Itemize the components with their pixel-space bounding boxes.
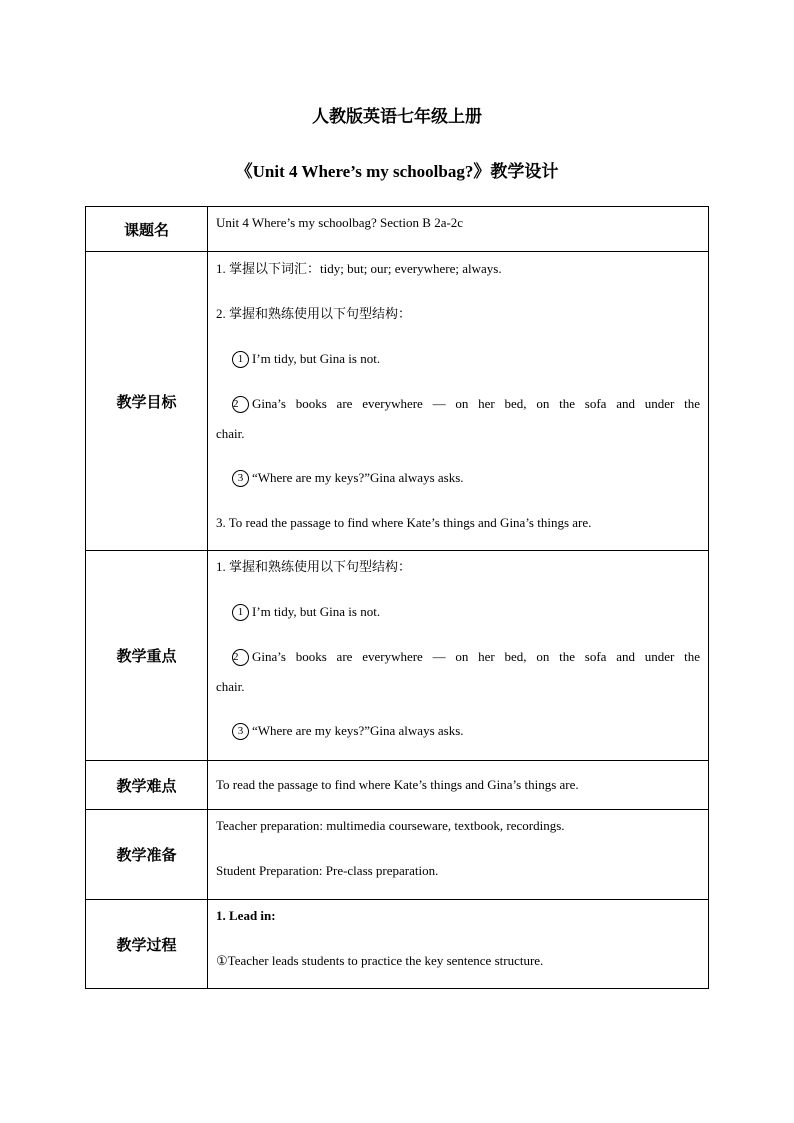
difficulties-label: 教学难点 [86,761,208,810]
circled-number: 3 [232,470,249,487]
key-point-item-1: 1. 掌握和熟练使用以下句型结构： [216,559,412,574]
topic-label: 课题名 [86,207,208,252]
difficulties-text: To read the passage to find where Kate’s things and Gina’s things are. [216,777,579,792]
process-content [208,900,709,989]
circled-number: 3 [232,723,249,740]
document-title: 人教版英语七年级上册 [312,107,482,126]
objective-sentence-3 [216,467,700,489]
objective-sentence-2 [216,393,700,415]
circled-number: 2 [232,396,249,413]
key-point-sentence-2 [216,646,700,668]
topic-content [208,207,709,252]
student-preparation: Student Preparation: Pre-class preparation. [216,863,439,878]
preparation-content [208,810,709,900]
objectives-label: 教学目标 [86,252,208,551]
key-point-sentence-3 [216,720,700,742]
key-point-sentence-1 [216,601,700,623]
row-difficulties [86,761,709,810]
objective-sentence-1 [216,348,700,370]
document-subtitle: 《Unit 4 Where’s my schoolbag?》教学设计 [235,162,559,181]
preparation-label: 教学准备 [86,810,208,900]
key-points-content [208,551,709,761]
row-preparation [86,810,709,900]
circled-number: 1 [232,351,249,368]
difficulties-content [208,761,709,810]
key-points-label: 教学重点 [86,551,208,761]
sentence-text: “Where are my keys?”Gina always asks. [252,723,464,738]
circled-number: 1 [232,604,249,621]
sentence-text: Gina’s books are everywhere — on her bed, on the sofa and under the [252,396,700,411]
sentence-text: I’m tidy, but Gina is not. [252,604,381,619]
sentence-text: “Where are my keys?”Gina always asks. [252,470,464,485]
circled-number: 2 [232,649,249,666]
process-step-1: ①Teacher leads students to practice the key sentence structure. [216,953,544,968]
process-heading: 1. Lead in: [216,908,276,923]
lesson-plan-table [85,206,709,989]
objective-sentence-2-continued: chair. [216,426,245,441]
process-label: 教学过程 [86,900,208,989]
sentence-text: I’m tidy, but Gina is not. [252,351,381,366]
topic-text: Unit 4 Where’s my schoolbag? Section B 2a-2c [216,215,464,230]
sentence-text: Gina’s books are everywhere — on her bed, on the sofa and under the [252,649,700,664]
row-process [86,900,709,989]
objective-item-3: 3. To read the passage to find where Kate’s things and Gina’s things are. [216,515,592,530]
row-topic [86,207,709,252]
objectives-content [208,252,709,551]
key-point-sentence-2-continued: chair. [216,679,245,694]
row-key-points [86,551,709,761]
teacher-preparation: Teacher preparation: multimedia courseware, textbook, recordings. [216,818,565,833]
row-objectives [86,252,709,551]
objective-item-1: 1. 掌握以下词汇：tidy; but; our; everywhere; always. [216,261,502,276]
objective-item-2: 2. 掌握和熟练使用以下句型结构： [216,306,412,321]
